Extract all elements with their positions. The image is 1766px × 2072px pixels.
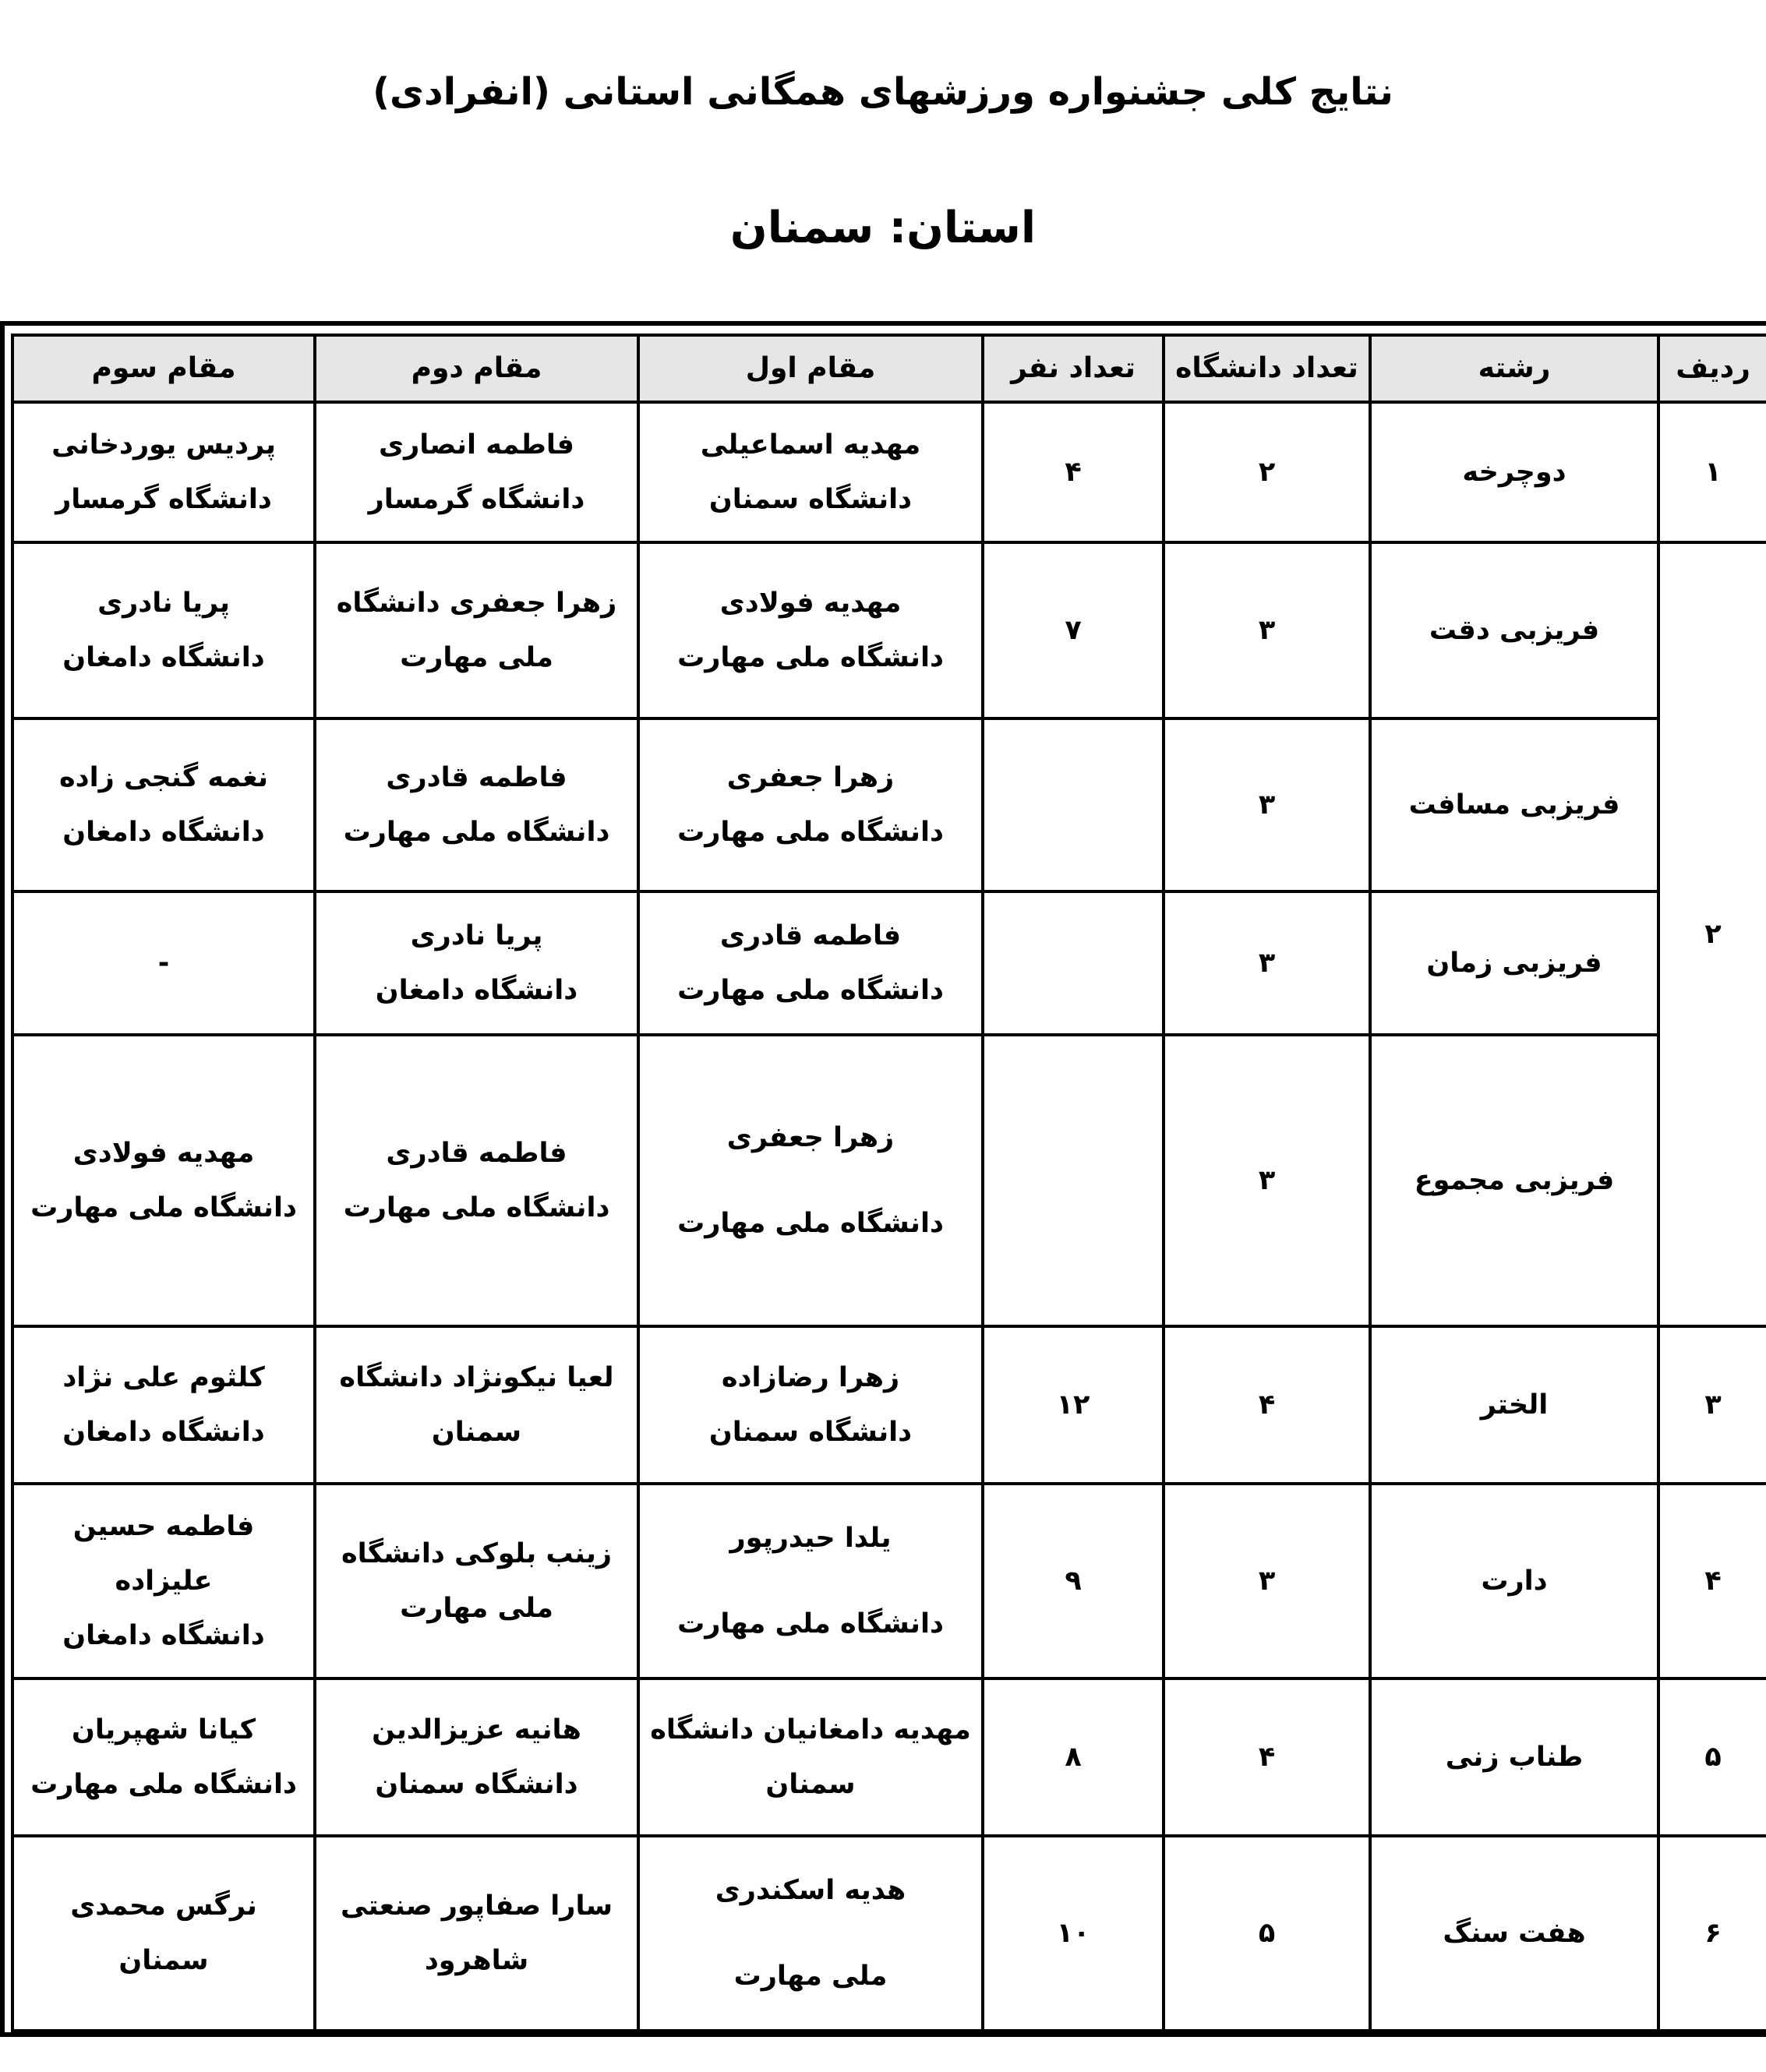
winner-university: دانشگاه ملی مهارت xyxy=(677,642,944,673)
cell-radif: ۶ xyxy=(1658,1836,1766,2031)
cell-third-place xyxy=(12,1836,315,2031)
header-first-place: مقام اول xyxy=(638,335,983,402)
cell-radif: ۵ xyxy=(1658,1678,1766,1836)
cell-third-place xyxy=(12,1035,315,1326)
table-row xyxy=(12,402,1766,542)
winner-name: پردیس یوردخانی xyxy=(51,429,276,461)
winner-university: دانشگاه ملی مهارت xyxy=(677,1608,944,1640)
winner-university: سمنان xyxy=(431,1417,522,1448)
winner-name: کلثوم علی نژاد xyxy=(62,1362,265,1393)
cell-person-count xyxy=(983,718,1164,891)
table-row xyxy=(12,542,1766,718)
cell-uni-count: ۲ xyxy=(1164,402,1370,542)
winner-name: زینب بلوکی دانشگاه xyxy=(341,1538,612,1569)
winner-university: دانشگاه دامغان xyxy=(62,817,265,848)
winner-name: پریا نادری xyxy=(410,920,543,951)
winner-university: شاهرود xyxy=(424,1945,529,1976)
cell-second-place xyxy=(315,1678,638,1836)
winner-name: هدیه اسکندری xyxy=(715,1875,906,1906)
cell-third-place xyxy=(12,402,315,542)
winner-university: دانشگاه دامغان xyxy=(62,1417,265,1448)
winner-name: سارا صفاپور صنعتی xyxy=(340,1890,613,1922)
cell-person-count xyxy=(983,1035,1164,1326)
cell-second-place xyxy=(315,718,638,891)
winner-university: دانشگاه ملی مهارت xyxy=(343,817,610,848)
cell-second-place xyxy=(315,1484,638,1678)
winner-name: نغمه گنجی زاده xyxy=(58,762,268,793)
cell-uni-count: ۴ xyxy=(1164,1326,1370,1484)
cell-field: الختر xyxy=(1370,1326,1658,1484)
winner-university: ملی مهارت xyxy=(400,642,553,673)
winner-name: نرگس محمدی xyxy=(70,1890,257,1922)
table-row xyxy=(12,1836,1766,2031)
cell-field: طناب زنی xyxy=(1370,1678,1658,1836)
cell-uni-count: ۳ xyxy=(1164,718,1370,891)
winner-university: دانشگاه ملی مهارت xyxy=(677,975,944,1006)
winner-university: ملی مهارت xyxy=(400,1593,553,1624)
page-title: نتایج کلی جشنواره ورزشهای همگانی استانی (انفرادی) xyxy=(373,70,1393,114)
winner-name: مهدیه فولادی xyxy=(719,588,902,619)
cell-second-place xyxy=(315,891,638,1035)
winner-university: دانشگاه ملی مهارت xyxy=(30,1192,297,1223)
winner-name: پریا نادری xyxy=(97,588,230,619)
winner-university: دانشگاه دامغان xyxy=(62,1620,265,1651)
no-winner-dash: - xyxy=(157,948,170,979)
winner-name: فاطمه قادری xyxy=(386,762,567,793)
winner-name: مهدیه فولادی xyxy=(72,1138,255,1169)
cell-uni-count: ۴ xyxy=(1164,1678,1370,1836)
winner-university: دانشگاه سمنان xyxy=(375,1769,578,1800)
cell-person-count xyxy=(983,891,1164,1035)
winner-university: سمنان xyxy=(118,1945,209,1976)
cell-radif: ۱ xyxy=(1658,402,1766,542)
winner-name: لعیا نیکونژاد دانشگاه xyxy=(339,1362,614,1393)
header-field: رشته xyxy=(1370,335,1658,402)
cell-field: فریزبی زمان xyxy=(1370,891,1658,1035)
cell-third-place xyxy=(12,1678,315,1836)
cell-field: هفت سنگ xyxy=(1370,1836,1658,2031)
winner-name: مهدیه دامغانیان دانشگاه xyxy=(650,1714,971,1745)
winner-university: دانشگاه سمنان xyxy=(708,484,913,515)
winner-university: دانشگاه سمنان xyxy=(708,1417,913,1448)
winner-university: دانشگاه گرمسار xyxy=(55,484,272,515)
winner-university: دانشگاه ملی مهارت xyxy=(343,1192,610,1223)
winner-name: مهدیه اسماعیلی xyxy=(700,429,921,461)
table-row xyxy=(12,718,1766,891)
cell-person-count: ۱۲ xyxy=(983,1326,1164,1484)
results-table xyxy=(11,334,1766,2032)
cell-uni-count: ۳ xyxy=(1164,1484,1370,1678)
cell-third-place xyxy=(12,1326,315,1484)
cell-field: دارت xyxy=(1370,1484,1658,1678)
cell-radif: ۲ xyxy=(1658,542,1766,1326)
cell-person-count: ۸ xyxy=(983,1678,1164,1836)
winner-university: دانشگاه ملی مهارت xyxy=(677,817,944,848)
cell-first-place xyxy=(638,1326,983,1484)
winner-university: دانشگاه ملی مهارت xyxy=(677,1208,944,1239)
cell-first-place xyxy=(638,1484,983,1678)
cell-person-count: ۷ xyxy=(983,542,1164,718)
cell-second-place xyxy=(315,1326,638,1484)
cell-first-place xyxy=(638,1035,983,1326)
cell-first-place xyxy=(638,1678,983,1836)
winner-name: زهرا جعفری دانشگاه xyxy=(336,588,617,619)
winner-name: فاطمه قادری xyxy=(386,1138,567,1169)
winner-university: دانشگاه گرمسار xyxy=(368,484,585,515)
cell-first-place xyxy=(638,402,983,542)
cell-second-place xyxy=(315,542,638,718)
winner-name: زهرا جعفری xyxy=(726,1122,895,1153)
winner-name: فاطمه انصاری xyxy=(379,429,574,461)
cell-uni-count: ۳ xyxy=(1164,1035,1370,1326)
cell-first-place xyxy=(638,718,983,891)
cell-third-place xyxy=(12,1484,315,1678)
winner-university: سمنان xyxy=(765,1769,856,1800)
table-row xyxy=(12,891,1766,1035)
cell-first-place xyxy=(638,542,983,718)
cell-person-count: ۴ xyxy=(983,402,1164,542)
cell-field: فریزبی مجموع xyxy=(1370,1035,1658,1326)
header-second-place: مقام دوم xyxy=(315,335,638,402)
cell-second-place xyxy=(315,1836,638,2031)
cell-field: فریزبی مسافت xyxy=(1370,718,1658,891)
cell-second-place xyxy=(315,1035,638,1326)
cell-first-place xyxy=(638,1836,983,2031)
winner-name: فاطمه قادری xyxy=(719,920,902,951)
header-third-place: مقام سوم xyxy=(12,335,315,402)
cell-third-place xyxy=(12,891,315,1035)
cell-first-place xyxy=(638,891,983,1035)
header-radif: ردیف xyxy=(1658,335,1766,402)
cell-third-place xyxy=(12,542,315,718)
cell-radif: ۴ xyxy=(1658,1484,1766,1678)
winner-name: زهرا رضازاده xyxy=(721,1362,900,1393)
cell-third-place xyxy=(12,718,315,891)
cell-field: دوچرخه xyxy=(1370,402,1658,542)
header-uni-count: تعداد دانشگاه xyxy=(1164,335,1370,402)
cell-uni-count: ۵ xyxy=(1164,1836,1370,2031)
cell-radif: ۳ xyxy=(1658,1326,1766,1484)
cell-person-count: ۱۰ xyxy=(983,1836,1164,2031)
cell-field: فریزبی دقت xyxy=(1370,542,1658,718)
cell-second-place xyxy=(315,402,638,542)
winner-university: دانشگاه ملی مهارت xyxy=(30,1769,297,1800)
winner-name: یلدا حیدرپور xyxy=(729,1523,892,1554)
cell-uni-count: ۳ xyxy=(1164,891,1370,1035)
table-row xyxy=(12,1484,1766,1678)
winner-name: هانیه عزیزالدین xyxy=(372,1714,581,1745)
table-row xyxy=(12,1035,1766,1326)
winner-name: زهرا جعفری xyxy=(726,762,895,793)
table-row xyxy=(12,1678,1766,1836)
cell-uni-count: ۳ xyxy=(1164,542,1370,718)
cell-person-count: ۹ xyxy=(983,1484,1164,1678)
winner-name: کیانا شهپریان xyxy=(72,1714,256,1745)
province-subtitle: استان: سمنان xyxy=(729,203,1037,253)
winner-university: دانشگاه دامغان xyxy=(375,975,578,1006)
table-row xyxy=(12,1326,1766,1484)
table-header-row xyxy=(12,335,1766,402)
winner-name: فاطمه حسین علیزاده xyxy=(72,1511,255,1597)
header-person-count: تعداد نفر xyxy=(983,335,1164,402)
winner-university: دانشگاه دامغان xyxy=(62,642,265,673)
winner-university: ملی مهارت xyxy=(733,1961,888,1992)
